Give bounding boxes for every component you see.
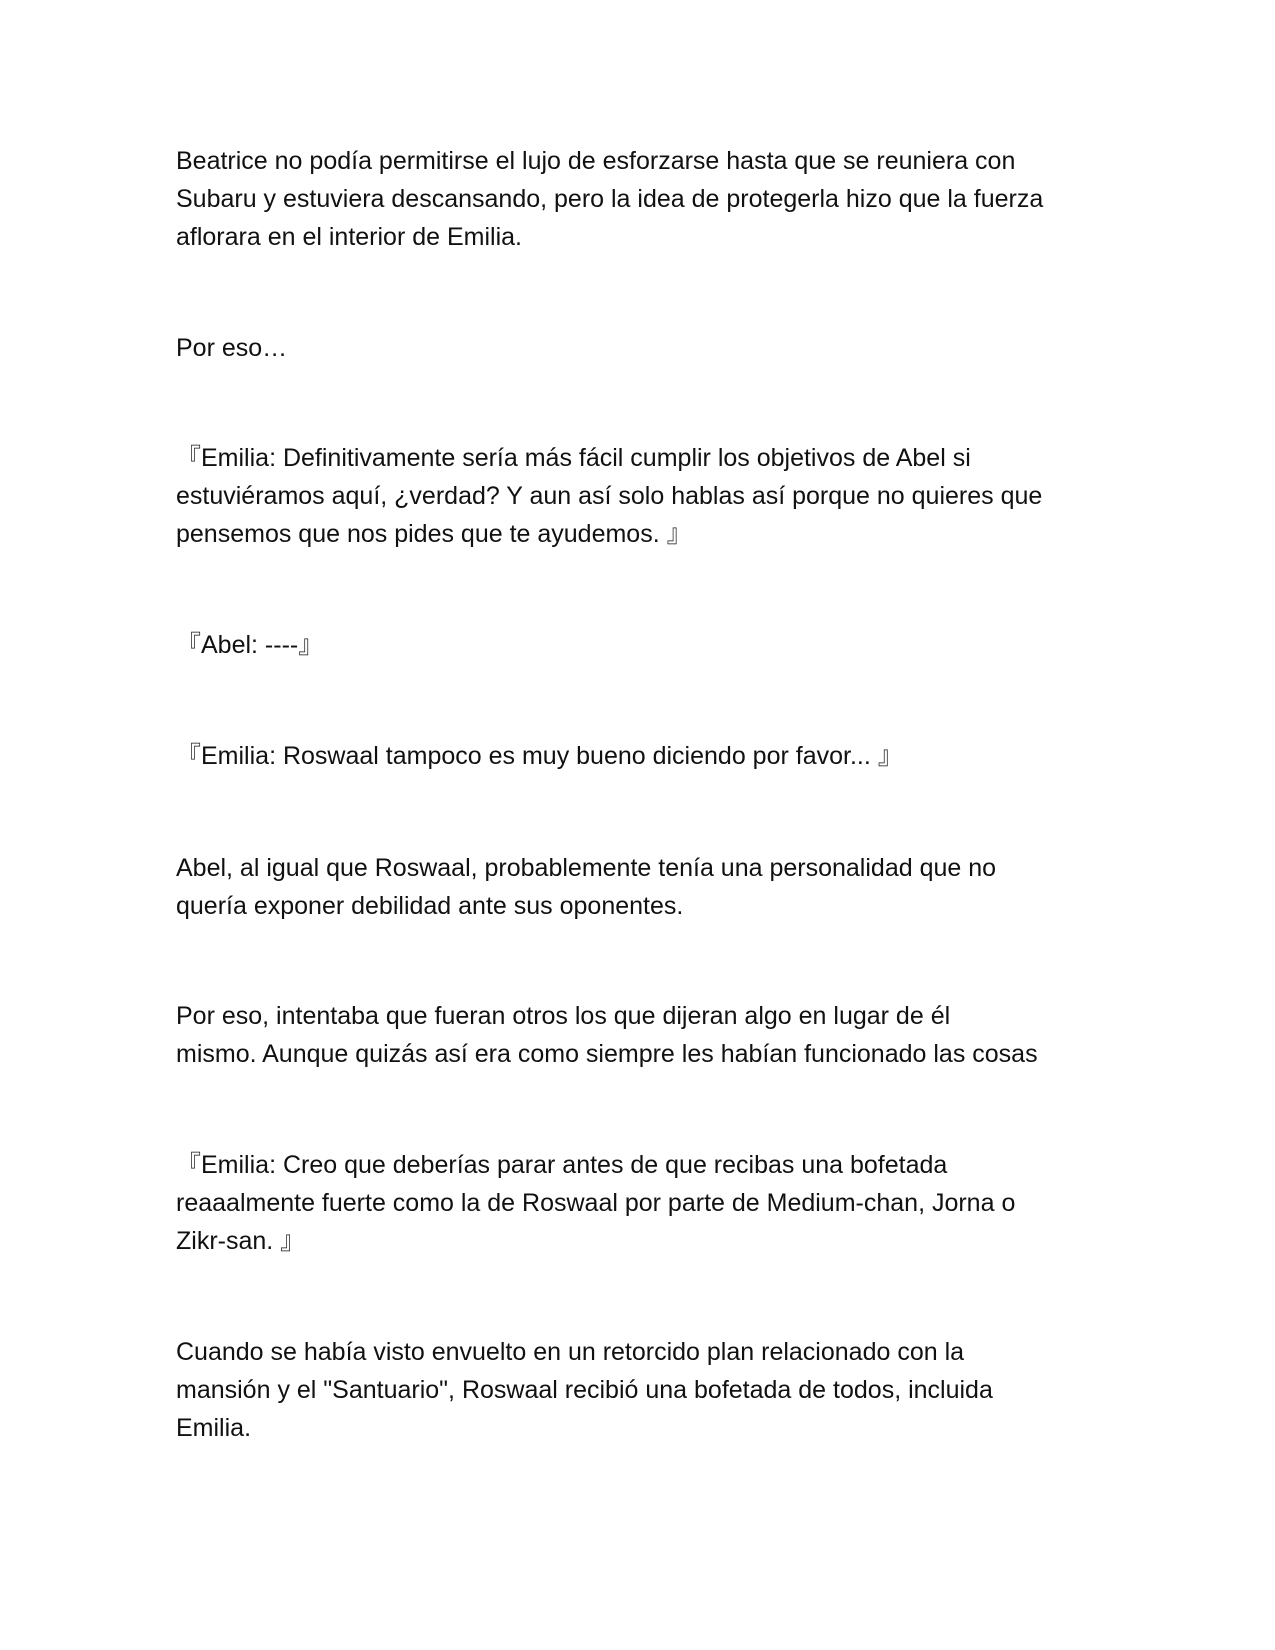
text-line: aflorara en el interior de Emilia.: [176, 223, 522, 251]
text-line: Zikr-san. 』: [176, 1227, 306, 1255]
text-line: mansión y el "Santuario", Roswaal recibió una bofetada de todos, incluida: [176, 1376, 993, 1404]
text-line: Por eso…: [176, 334, 288, 362]
paragraph: [176, 997, 1096, 1073]
text-line: reaaalmente fuerte como la de Roswaal por parte de Medium-chan, Jorna o: [176, 1189, 1016, 1217]
text-line: Beatrice no podía permitirse el lujo de esforzarse hasta que se reuniera con: [176, 147, 1016, 175]
text-line: mismo. Aunque quizás así era como siempre les habían funcionado las cosas: [176, 1040, 1038, 1068]
text-line: 『Emilia: Creo que deberías parar antes de que recibas una bofetada: [176, 1151, 948, 1179]
dialogue-paragraph: [176, 626, 1096, 664]
text-line: 『Emilia: Definitivamente sería más fácil cumplir los objetivos de Abel si: [176, 444, 971, 472]
dialogue-paragraph: [176, 439, 1096, 553]
text-line: Abel, al igual que Roswaal, probablemente tenía una personalidad que no: [176, 854, 997, 882]
dialogue-paragraph: [176, 1146, 1096, 1260]
text-line: Emilia.: [176, 1414, 252, 1442]
paragraph: [176, 142, 1096, 256]
text-line: 『Emilia: Roswaal tampoco es muy bueno diciendo por favor... 』: [176, 742, 903, 770]
text-line: 『Abel: ----』: [176, 631, 324, 659]
text-line: pensemos que nos pides que te ayudemos. 』: [176, 520, 692, 548]
text-line: quería exponer debilidad ante sus oponentes.: [176, 892, 684, 920]
dialogue-paragraph: [176, 737, 1096, 775]
text-line: Subaru y estuviera descansando, pero la idea de protegerla hizo que la fuerza: [176, 185, 1044, 213]
paragraph: [176, 849, 1096, 925]
paragraph: [176, 1333, 1096, 1447]
paragraph: [176, 329, 1096, 367]
text-line: Cuando se había visto envuelto en un retorcido plan relacionado con la: [176, 1338, 965, 1366]
text-line: Por eso, intentaba que fueran otros los que dijeran algo en lugar de él: [176, 1002, 951, 1030]
text-line: estuviéramos aquí, ¿verdad? Y aun así solo hablas así porque no quieres que: [176, 482, 1043, 510]
